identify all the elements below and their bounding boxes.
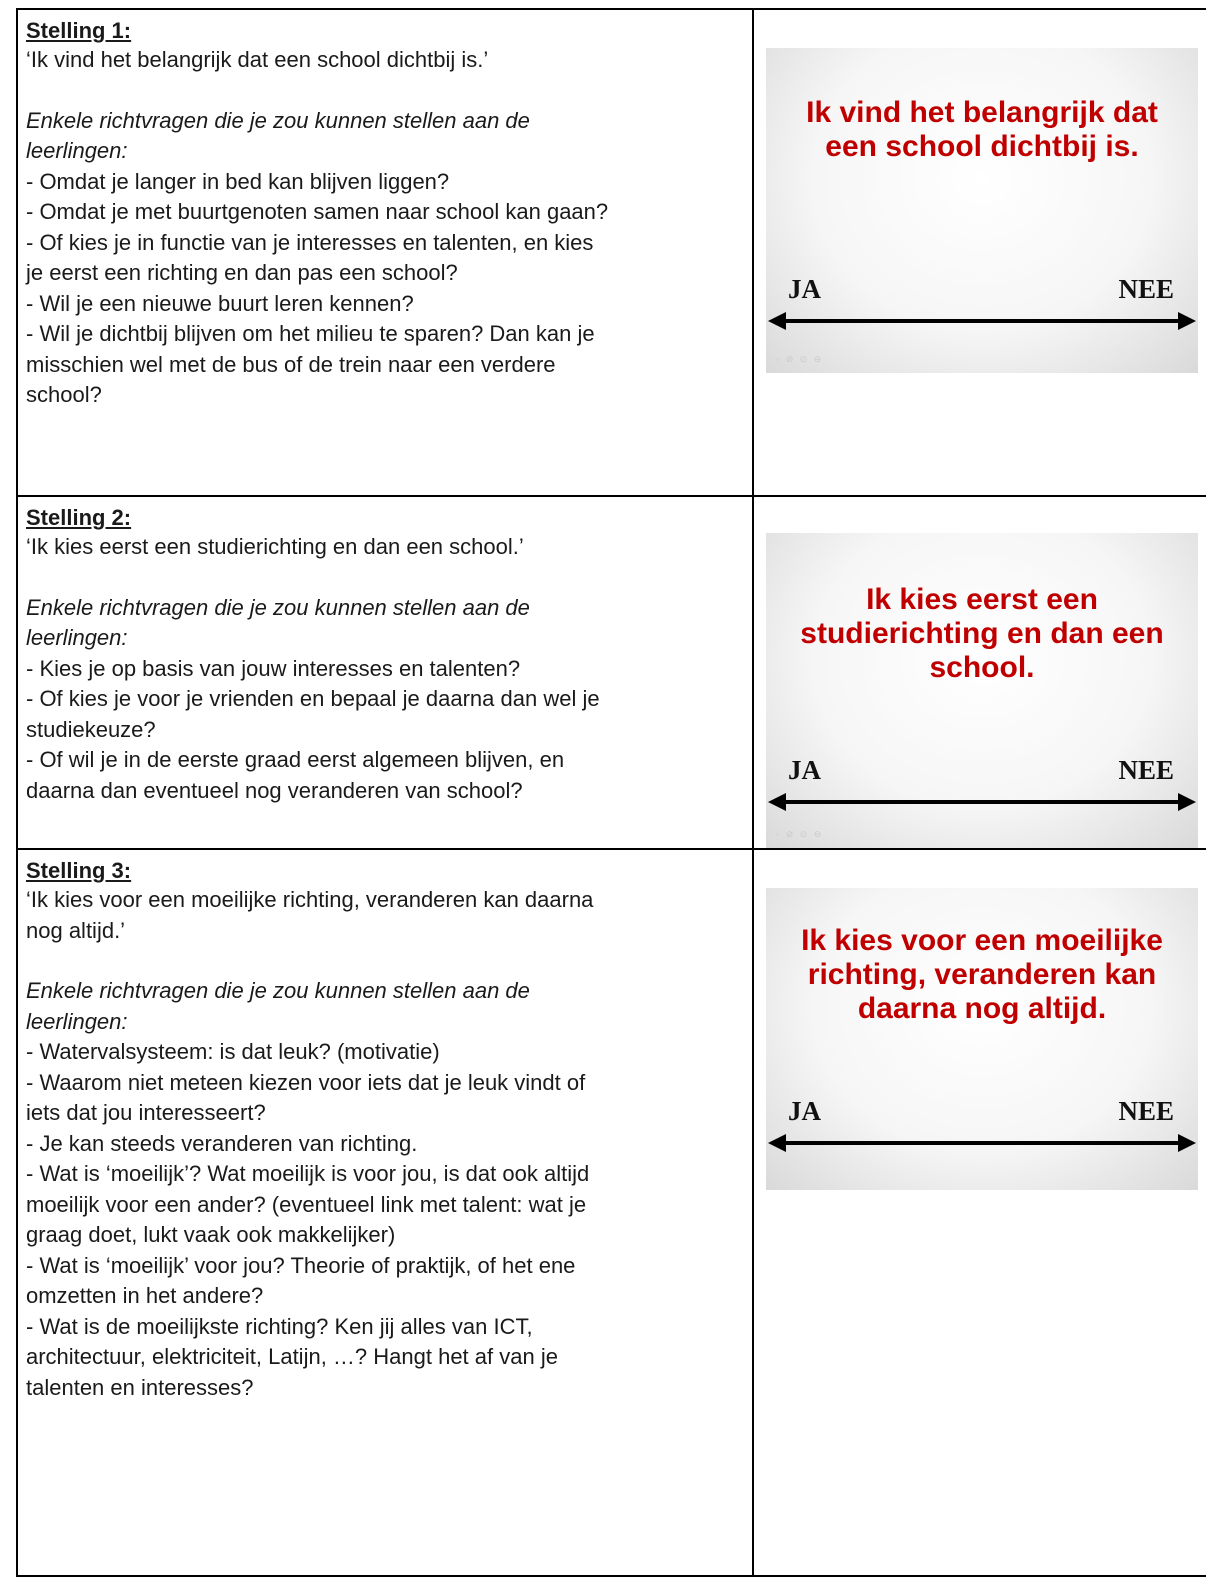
guide-question: moeilijk voor een ander? (eventueel link met talent: wat je: [26, 1191, 587, 1217]
guide-question: studiekeuze?: [26, 716, 156, 742]
slide-title: [766, 924, 1198, 1026]
guide-question: architectuur, elektriciteit, Latijn, …? Hangt het af van je: [26, 1344, 558, 1369]
statement-text-cell: [17, 9, 753, 496]
guide-question: - Kies je op basis van jouw interesses en talenten?: [26, 655, 521, 681]
slide-title: [766, 96, 1198, 164]
statement-quote: ‘Ik kies voor een moeilijke richting, veranderen kan daarna: [26, 887, 594, 912]
guide-question: - Wat is de moeilijkste richting? Ken jij alles van ICT,: [26, 1313, 533, 1339]
double-arrow-icon: [768, 1132, 1196, 1154]
guide-question: - Wil je een nieuwe buurt leren kennen?: [26, 290, 414, 316]
table-row: [17, 496, 1206, 849]
slide-controls-icon: ◦ ⊘ ⊙ ⊖: [776, 354, 824, 364]
guide-question: graag doet, lukt vaak ook makkelijker): [26, 1222, 396, 1247]
guide-question: - Omdat je met buurtgenoten samen naar school kan gaan?: [26, 199, 609, 224]
guide-question: - Watervalsysteem: is dat leuk? (motivatie): [26, 1039, 440, 1064]
guide-question: - Omdat je langer in bed kan blijven liggen?: [26, 168, 450, 194]
statement-quote: nog altijd.’: [26, 917, 126, 943]
statement-quote: ‘Ik kies eerst een studierichting en dan een school.’: [26, 534, 524, 559]
statement-heading: Stelling 3:: [26, 858, 132, 883]
guide-question: - Of kies je voor je vrienden en bepaal je daarna dan wel je: [26, 686, 600, 711]
guide-intro: Enkele richtvragen die je zou kunnen stellen aan de: [26, 978, 530, 1003]
table-row: [17, 9, 1206, 496]
slide-image: [766, 533, 1198, 848]
guide-question: talenten en interesses?: [26, 1374, 254, 1400]
guide-intro: leerlingen:: [26, 1008, 128, 1034]
slide-title-line: Ik kies eerst een: [866, 583, 1098, 616]
guide-question: school?: [26, 382, 102, 407]
double-arrow-icon: [768, 310, 1196, 332]
slide-title-line: daarna nog altijd.: [857, 992, 1107, 1025]
statement-heading: Stelling 2:: [26, 505, 132, 530]
guide-question: je eerst een richting en dan pas een school?: [26, 260, 458, 285]
slide-left-label: JA: [788, 274, 821, 304]
slide-controls-icon: ◦ ⊘ ⊙ ⊖: [776, 829, 824, 839]
slide-image: [766, 48, 1198, 373]
guide-intro: Enkele richtvragen die je zou kunnen stellen aan de: [26, 107, 530, 133]
guide-question: omzetten in het andere?: [26, 1283, 264, 1308]
slide-title-line: Ik kies voor een moeilijke: [801, 924, 1163, 957]
slide-title-line: studierichting en dan een: [800, 617, 1164, 650]
slide-right-label: NEE: [1118, 755, 1174, 785]
slide-cell: [753, 849, 1206, 1576]
slide-cell: [753, 496, 1206, 849]
guide-question: iets dat jou interesseert?: [26, 1100, 266, 1125]
guide-question: - Wat is ‘moeilijk’? Wat moeilijk is voor jou, is dat ook altijd: [26, 1161, 590, 1186]
slide-title-line: een school dichtbij is.: [825, 130, 1139, 163]
guide-question: - Of wil je in de eerste graad eerst algemeen blijven, en: [26, 747, 565, 772]
guide-question: - Wil je dichtbij blijven om het milieu te sparen? Dan kan je: [26, 321, 595, 346]
slide-title-line: Ik vind het belangrijk dat: [806, 96, 1158, 129]
slide-left-label: JA: [788, 1096, 821, 1126]
slide-title-line: richting, veranderen kan: [807, 958, 1157, 991]
table-row: [17, 849, 1206, 1576]
guide-question: misschien wel met de bus of de trein naar een verdere: [26, 351, 556, 377]
slide-right-label: NEE: [1118, 1096, 1174, 1126]
slide-title-line: school.: [929, 651, 1035, 684]
guide-question: daarna dan eventueel nog veranderen van school?: [26, 777, 523, 803]
guide-question: - Wat is ‘moeilijk’ voor jou? Theorie of praktijk, of het ene: [26, 1252, 576, 1278]
double-arrow-icon: [768, 791, 1196, 813]
statement-text-cell: [17, 849, 753, 1576]
guide-question: - Waarom niet meteen kiezen voor iets dat je leuk vindt of: [26, 1069, 586, 1095]
slide-left-label: JA: [788, 755, 821, 785]
statements-table: [16, 8, 1206, 1577]
slide-image: [766, 888, 1198, 1190]
guide-intro: Enkele richtvragen die je zou kunnen stellen aan de: [26, 594, 530, 620]
slide-title: [766, 583, 1198, 685]
slide-right-label: NEE: [1118, 274, 1174, 304]
statement-text-cell: [17, 496, 753, 849]
guide-intro: leerlingen:: [26, 138, 128, 163]
statement-heading: Stelling 1:: [26, 18, 132, 43]
guide-question: - Je kan steeds veranderen van richting.: [26, 1130, 418, 1156]
guide-question: - Of kies je in functie van je interesses en talenten, en kies: [26, 229, 594, 255]
slide-cell: [753, 9, 1206, 496]
guide-intro: leerlingen:: [26, 625, 128, 650]
statement-quote: ‘Ik vind het belangrijk dat een school dichtbij is.’: [26, 47, 489, 72]
